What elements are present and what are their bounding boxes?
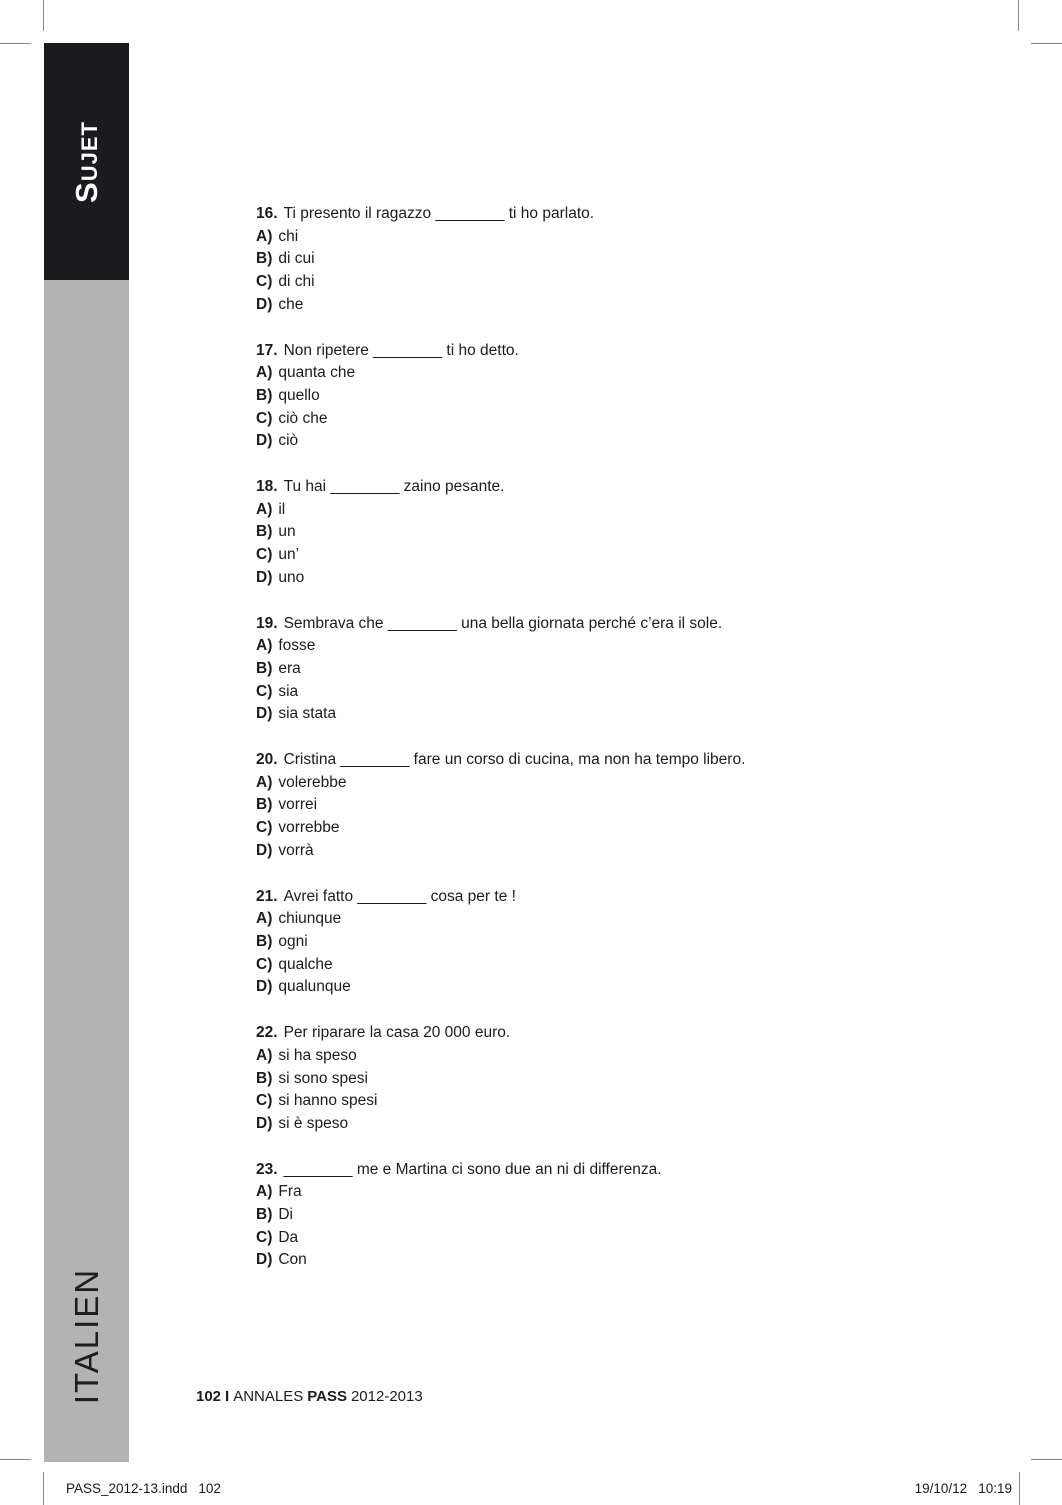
option-letter: A) bbox=[256, 364, 273, 382]
option-row bbox=[256, 635, 1016, 658]
footer-separator: I bbox=[225, 1388, 230, 1405]
option-row bbox=[256, 1227, 1016, 1250]
option-text: Di bbox=[278, 1206, 293, 1224]
option-row bbox=[256, 544, 1016, 567]
option-letter: D) bbox=[256, 1114, 273, 1132]
option-row bbox=[256, 567, 1016, 590]
question-number: 23. bbox=[256, 1160, 278, 1178]
option-letter: B) bbox=[256, 659, 273, 677]
question-18 bbox=[256, 476, 1016, 590]
option-letter: C) bbox=[256, 819, 273, 837]
option-letter: A) bbox=[256, 227, 273, 245]
crop-mark-top-left-horizontal bbox=[0, 43, 31, 44]
question-number: 20. bbox=[256, 751, 278, 769]
footer-series: ANNALES bbox=[233, 1388, 304, 1405]
question-number: 18. bbox=[256, 478, 278, 496]
option-letter: A) bbox=[256, 637, 273, 655]
option-letter: C) bbox=[256, 409, 273, 427]
option-text: fosse bbox=[278, 637, 316, 655]
option-text: il bbox=[278, 500, 286, 518]
option-text: chiunque bbox=[278, 910, 342, 928]
option-text: vorrebbe bbox=[278, 819, 340, 837]
option-text: vorrei bbox=[278, 796, 318, 814]
option-row bbox=[256, 1090, 1016, 1113]
footer-brand: PASS bbox=[307, 1388, 347, 1405]
option-row bbox=[256, 794, 1016, 817]
option-text: si ha speso bbox=[278, 1046, 357, 1064]
question-number: 19. bbox=[256, 614, 278, 632]
option-row bbox=[256, 681, 1016, 704]
page-footer bbox=[196, 1388, 427, 1405]
option-text: ciò che bbox=[278, 409, 328, 427]
option-text: si hanno spesi bbox=[278, 1092, 378, 1110]
sujet-label: Sujet bbox=[68, 120, 104, 203]
option-letter: C) bbox=[256, 682, 273, 700]
question-stem bbox=[256, 476, 1016, 499]
prepress-info-row bbox=[66, 1481, 1012, 1496]
question-stem bbox=[256, 340, 1016, 363]
option-row bbox=[256, 931, 1016, 954]
option-row bbox=[256, 772, 1016, 795]
option-text: un bbox=[278, 523, 296, 541]
question-text: Non ripetere ________ ti ho detto. bbox=[283, 341, 519, 359]
option-text: ciò bbox=[278, 432, 299, 450]
page-number: 102 bbox=[196, 1388, 222, 1405]
option-row bbox=[256, 226, 1016, 249]
option-letter: D) bbox=[256, 568, 273, 586]
question-stem bbox=[256, 1022, 1016, 1045]
option-letter: B) bbox=[256, 523, 273, 541]
prepress-page: 102 bbox=[198, 1481, 221, 1496]
option-letter: C) bbox=[256, 273, 273, 291]
option-row bbox=[256, 1181, 1016, 1204]
questions-column bbox=[256, 203, 1016, 1295]
option-row bbox=[256, 817, 1016, 840]
question-text: Per riparare la casa 20 000 euro. bbox=[283, 1024, 511, 1042]
option-letter: D) bbox=[256, 705, 273, 723]
option-letter: A) bbox=[256, 500, 273, 518]
crop-mark-top-left-vertical bbox=[43, 0, 44, 31]
option-row bbox=[256, 1113, 1016, 1136]
footer-years: 2012-2013 bbox=[350, 1388, 423, 1405]
question-stem bbox=[256, 749, 1016, 772]
question-text: Cristina ________ fare un corso di cucina, ma non ha tempo libero. bbox=[283, 751, 746, 769]
option-letter: C) bbox=[256, 1228, 273, 1246]
option-row bbox=[256, 408, 1016, 431]
question-text: Ti presento il ragazzo ________ ti ho parlato. bbox=[283, 205, 595, 222]
question-19 bbox=[256, 613, 1016, 727]
prepress-left bbox=[66, 1481, 221, 1496]
option-letter: B) bbox=[256, 796, 273, 814]
question-23 bbox=[256, 1159, 1016, 1273]
option-row bbox=[256, 294, 1016, 317]
option-letter: B) bbox=[256, 386, 273, 404]
prepress-file-name: PASS_2012-13.indd bbox=[66, 1481, 188, 1496]
option-text: che bbox=[278, 295, 304, 313]
option-letter: B) bbox=[256, 250, 273, 268]
question-21 bbox=[256, 886, 1016, 1000]
prepress-right bbox=[915, 1481, 1012, 1496]
option-letter: B) bbox=[256, 1069, 273, 1087]
italien-section-tab bbox=[44, 280, 129, 1462]
option-text: quanta che bbox=[278, 364, 356, 382]
question-number: 16. bbox=[256, 205, 278, 222]
option-row bbox=[256, 385, 1016, 408]
option-text: vorrà bbox=[278, 841, 314, 859]
option-text: era bbox=[278, 659, 301, 677]
question-stem bbox=[256, 1159, 1016, 1182]
italien-label: ITALIEN bbox=[67, 1267, 105, 1405]
question-16 bbox=[256, 203, 1016, 317]
option-text: sia bbox=[278, 682, 299, 700]
option-letter: D) bbox=[256, 1251, 273, 1269]
option-row bbox=[256, 248, 1016, 271]
question-number: 22. bbox=[256, 1024, 278, 1042]
question-20 bbox=[256, 749, 1016, 863]
question-stem bbox=[256, 203, 1016, 226]
option-row bbox=[256, 1204, 1016, 1227]
option-row bbox=[256, 703, 1016, 726]
question-stem bbox=[256, 886, 1016, 909]
question-text: ________ me e Martina ci sono due an ni di differenza. bbox=[283, 1160, 662, 1178]
option-text: qualunque bbox=[278, 978, 351, 996]
option-letter: C) bbox=[256, 1092, 273, 1110]
crop-mark-top-right-vertical bbox=[1018, 0, 1019, 31]
option-letter: A) bbox=[256, 1046, 273, 1064]
option-row bbox=[256, 521, 1016, 544]
option-text: chi bbox=[278, 227, 299, 245]
option-text: si sono spesi bbox=[278, 1069, 368, 1087]
question-17 bbox=[256, 340, 1016, 454]
question-text: Tu hai ________ zaino pesante. bbox=[283, 478, 505, 496]
option-row bbox=[256, 499, 1016, 522]
prepress-time: 10:19 bbox=[978, 1481, 1012, 1496]
option-row bbox=[256, 271, 1016, 294]
option-letter: D) bbox=[256, 841, 273, 859]
option-text: di cui bbox=[278, 250, 315, 268]
option-text: Fra bbox=[278, 1183, 302, 1201]
option-letter: B) bbox=[256, 1206, 273, 1224]
option-row bbox=[256, 1068, 1016, 1091]
option-row bbox=[256, 908, 1016, 931]
option-text: ogni bbox=[278, 932, 308, 950]
option-row bbox=[256, 362, 1016, 385]
question-number: 21. bbox=[256, 887, 278, 905]
prepress-date: 19/10/12 bbox=[914, 1481, 968, 1496]
option-letter: A) bbox=[256, 1183, 273, 1201]
option-text: uno bbox=[278, 568, 305, 586]
option-letter: D) bbox=[256, 295, 273, 313]
option-letter: A) bbox=[256, 910, 273, 928]
crop-mark-bottom-right-vertical bbox=[1019, 1472, 1020, 1505]
option-row bbox=[256, 840, 1016, 863]
option-row bbox=[256, 1045, 1016, 1068]
crop-mark-bottom-left-vertical bbox=[43, 1472, 44, 1505]
question-text: Sembrava che ________ una bella giornata perché c’era il sole. bbox=[283, 614, 723, 632]
question-stem bbox=[256, 613, 1016, 636]
option-text: qualche bbox=[278, 955, 333, 973]
option-row bbox=[256, 1249, 1016, 1272]
option-row bbox=[256, 976, 1016, 999]
question-number: 17. bbox=[256, 341, 278, 359]
sujet-section-tab bbox=[44, 43, 129, 280]
crop-mark-top-right-horizontal bbox=[1031, 43, 1062, 44]
option-row bbox=[256, 658, 1016, 681]
option-letter: B) bbox=[256, 932, 273, 950]
option-text: volerebbe bbox=[278, 773, 347, 791]
option-text: Con bbox=[278, 1251, 307, 1269]
option-letter: C) bbox=[256, 955, 273, 973]
option-letter: A) bbox=[256, 773, 273, 791]
option-row bbox=[256, 430, 1016, 453]
option-letter: C) bbox=[256, 546, 273, 564]
question-text: Avrei fatto ________ cosa per te ! bbox=[283, 887, 516, 905]
crop-mark-bottom-right-horizontal bbox=[1031, 1459, 1062, 1460]
option-letter: D) bbox=[256, 432, 273, 450]
option-text: Da bbox=[278, 1228, 299, 1246]
option-text: si è speso bbox=[278, 1114, 349, 1132]
option-row bbox=[256, 954, 1016, 977]
option-text: sia stata bbox=[278, 705, 337, 723]
option-text: di chi bbox=[278, 273, 315, 291]
crop-mark-bottom-left-horizontal bbox=[0, 1459, 31, 1460]
option-text: un’ bbox=[278, 546, 300, 564]
question-22 bbox=[256, 1022, 1016, 1136]
option-letter: D) bbox=[256, 978, 273, 996]
option-text: quello bbox=[278, 386, 320, 404]
